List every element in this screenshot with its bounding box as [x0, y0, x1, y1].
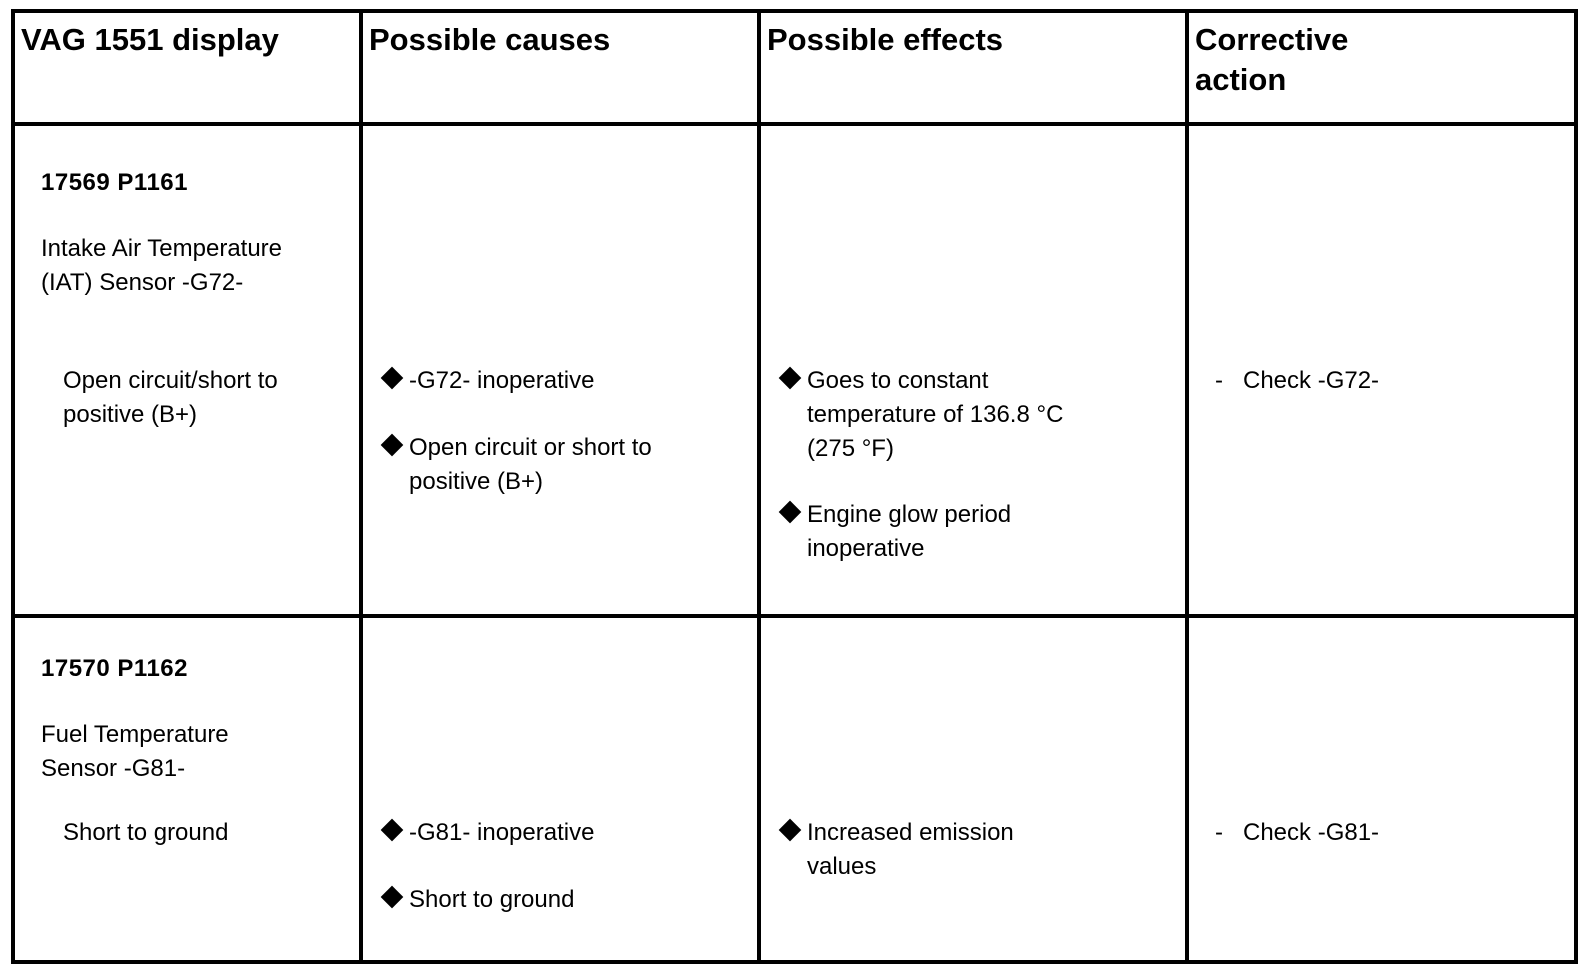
component-name: Intake Air Temperature (IAT) Sensor -G72- — [41, 235, 283, 296]
diamond-bullet-icon — [381, 816, 401, 836]
diamond-bullet-icon — [381, 883, 401, 903]
table-header-row — [13, 11, 1576, 124]
action-item — [1215, 364, 1379, 398]
effects-cell — [759, 616, 1187, 962]
fault-code: 17570 P1162 — [41, 654, 188, 682]
header-corrective-action: Corrective action — [1187, 11, 1576, 124]
table-row — [13, 124, 1576, 616]
effect-item — [779, 498, 1059, 566]
effect-item — [779, 364, 1079, 466]
effect-text: Increased emission values — [807, 818, 1014, 880]
fault-condition: Open circuit/short to positive (B+) — [63, 367, 278, 428]
header-possible-causes: Possible causes — [361, 11, 759, 124]
fault-code: 17569 P1161 — [41, 169, 188, 196]
action-dash: - — [1215, 367, 1223, 394]
cause-item — [381, 364, 721, 398]
component-name: Fuel Temperature Sensor -G81- — [41, 720, 229, 782]
action-text: Check -G72- — [1243, 367, 1380, 394]
diamond-bullet-icon — [381, 431, 401, 451]
cause-item — [381, 431, 661, 499]
effect-text: Goes to constant temperature of 136.8 °C (275 °F) — [807, 367, 1064, 462]
action-text: Check -G81- — [1243, 818, 1380, 846]
display-cell — [13, 616, 361, 962]
effect-text: Engine glow period inoperative — [807, 501, 1012, 562]
diamond-bullet-icon — [381, 364, 401, 384]
cause-text: -G81- inoperative — [409, 818, 595, 846]
header-possible-effects: Possible effects — [759, 11, 1187, 124]
diamond-bullet-icon — [779, 816, 799, 836]
action-cell — [1187, 616, 1576, 962]
cause-item — [381, 883, 721, 917]
action-item — [1215, 816, 1379, 850]
action-dash: - — [1215, 818, 1223, 846]
fault-condition: Short to ground — [63, 818, 229, 846]
table-row — [13, 616, 1576, 962]
causes-cell — [361, 616, 759, 962]
display-cell — [13, 124, 361, 616]
effect-item — [779, 816, 1059, 884]
diamond-bullet-icon — [779, 498, 799, 518]
header-vag-display: VAG 1551 display — [13, 11, 361, 124]
cause-item — [381, 816, 721, 850]
cause-text: Short to ground — [409, 885, 575, 913]
diamond-bullet-icon — [779, 364, 799, 384]
fault-code-table — [11, 9, 1578, 964]
cause-text: Open circuit or short to positive (B+) — [409, 434, 652, 495]
cause-text: -G72- inoperative — [409, 367, 595, 394]
effects-cell — [759, 124, 1187, 616]
action-cell — [1187, 124, 1576, 616]
causes-cell — [361, 124, 759, 616]
